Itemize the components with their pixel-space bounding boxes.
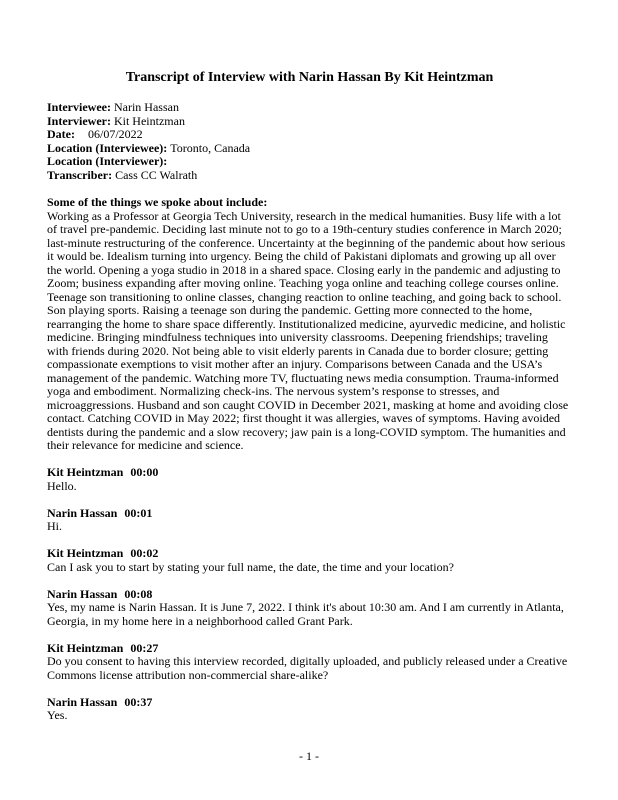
- transcript-turn: [47, 547, 572, 574]
- metadata-label: Interviewer:: [47, 113, 111, 128]
- speaker-timestamp: 00:37: [124, 694, 153, 709]
- speaker-name: Narin Hassan: [47, 586, 118, 601]
- speaker-line: [47, 547, 572, 561]
- speaker-timestamp: 00:08: [124, 586, 153, 601]
- metadata-row: [47, 169, 572, 183]
- document-title: Transcript of Interview with Narin Hassan By Kit Heintzman: [125, 70, 494, 85]
- transcript-turn: [47, 642, 572, 683]
- speaker-line: [47, 507, 572, 521]
- metadata-value: Toronto, Canada: [170, 140, 251, 155]
- turn-text: Hi.: [47, 519, 62, 533]
- metadata-label: Date:: [47, 127, 75, 141]
- turn-text: Do you consent to having this interview recorded, digitally uploaded, and publicly released under a Creative Commons license attribution non-commercial share-alike?: [47, 654, 568, 682]
- page-number: - 1 -: [299, 749, 319, 763]
- metadata-label: Transcriber:: [47, 167, 113, 182]
- metadata-value: 06/07/2022: [87, 127, 143, 141]
- metadata-row: [47, 155, 572, 169]
- transcript-turn: [47, 588, 572, 629]
- transcript: [47, 466, 572, 723]
- transcript-turn: [47, 507, 572, 534]
- speaker-timestamp: 00:01: [124, 505, 153, 520]
- speaker-timestamp: 00:27: [130, 640, 159, 655]
- speaker-name: Narin Hassan: [47, 505, 118, 520]
- metadata-row: [47, 115, 572, 129]
- metadata-label: Interviewee:: [47, 100, 111, 114]
- metadata-row: [47, 128, 572, 142]
- metadata-value: Narin Hassan: [113, 100, 179, 114]
- transcript-turn: [47, 696, 572, 723]
- turn-text: Yes, my name is Narin Hassan. It is June 7, 2022. I think it's about 10:30 am. And I am currently in Atlanta, Georgia, in my home here in a neighborhood called Grant Park.: [47, 600, 564, 628]
- summary-section: [47, 196, 572, 453]
- transcript-turn: [47, 466, 572, 493]
- speaker-line: [47, 466, 572, 480]
- speaker-name: Kit Heintzman: [47, 640, 124, 655]
- turn-text: Yes.: [47, 708, 68, 722]
- speaker-name: Kit Heintzman: [47, 546, 124, 560]
- speaker-name: Narin Hassan: [47, 694, 118, 709]
- summary-text: Working as a Professor at Georgia Tech University, research in the medical humanities. Busy life with a lot of travel pre-pandemic. Deciding last minute not to go to a 19th-century studies conference in March 2020; last-minute restructuring of the conference. Uncertainty at the beginning of the pandemic about how serious it would be. Idealism turning into urgency. Being the child of Pakistani diplomats and growing up all over the world. Opening a yoga studio in 2018 in a shared space. Closing early in the pandemic and adjusting to Zoom; business expanding after moving online. Teaching yoga online and teaching college courses online. Teenage son transitioning to online classes, changing reaction to online teaching, and going back to school. Son playing sports. Raising a teenage son during the pandemic. Getting more connected to the home, rearranging the home to share space differently. Institutionalized medicine, ayurvedic medicine, and holistic medicine. Bringing mindfulness techniques into university classrooms. Deepening friendships; traveling with friends during 2020. Not being able to visit elderly parents in Canada due to border closure; getting compassionate exemptions to visit mother after an injury. Comparisons between Canada and the USA’s management of the pandemic. Watching more TV, fluctuating news media consumption. Trauma-informed yoga and embodiment. Normalizing check-ins. The nervous system’s response to stresses, and microaggressions. Husband and son caught COVID in December 2021, masking at home and avoiding close contact. Catching COVID in May 2022; first thought it was allergies, waves of symptoms. Having avoided dentists during the pandemic and a slow recovery; jaw pain is a long-COVID symptom. The humanities and their relevance for medicine and science.: [47, 208, 569, 452]
- metadata-label: Location (Interviewee):: [47, 140, 168, 155]
- speaker-line: [47, 642, 572, 656]
- speaker-line: [47, 696, 572, 710]
- speaker-timestamp: 00:00: [130, 465, 159, 479]
- metadata-value: Kit Heintzman: [113, 113, 185, 128]
- metadata-label: Location (Interviewer):: [47, 154, 168, 168]
- speaker-name: Kit Heintzman: [47, 465, 124, 479]
- turn-text: Hello.: [47, 478, 77, 493]
- summary-heading: Some of the things we spoke about include:: [47, 195, 268, 209]
- metadata-value: Cass CC Walrath: [115, 167, 198, 182]
- speaker-timestamp: 00:02: [130, 546, 159, 560]
- metadata-row: [47, 101, 572, 115]
- metadata-row: [47, 142, 572, 156]
- metadata-block: [47, 101, 572, 182]
- turn-text: Can I ask you to start by stating your full name, the date, the time and your location?: [47, 559, 454, 574]
- speaker-line: [47, 588, 572, 602]
